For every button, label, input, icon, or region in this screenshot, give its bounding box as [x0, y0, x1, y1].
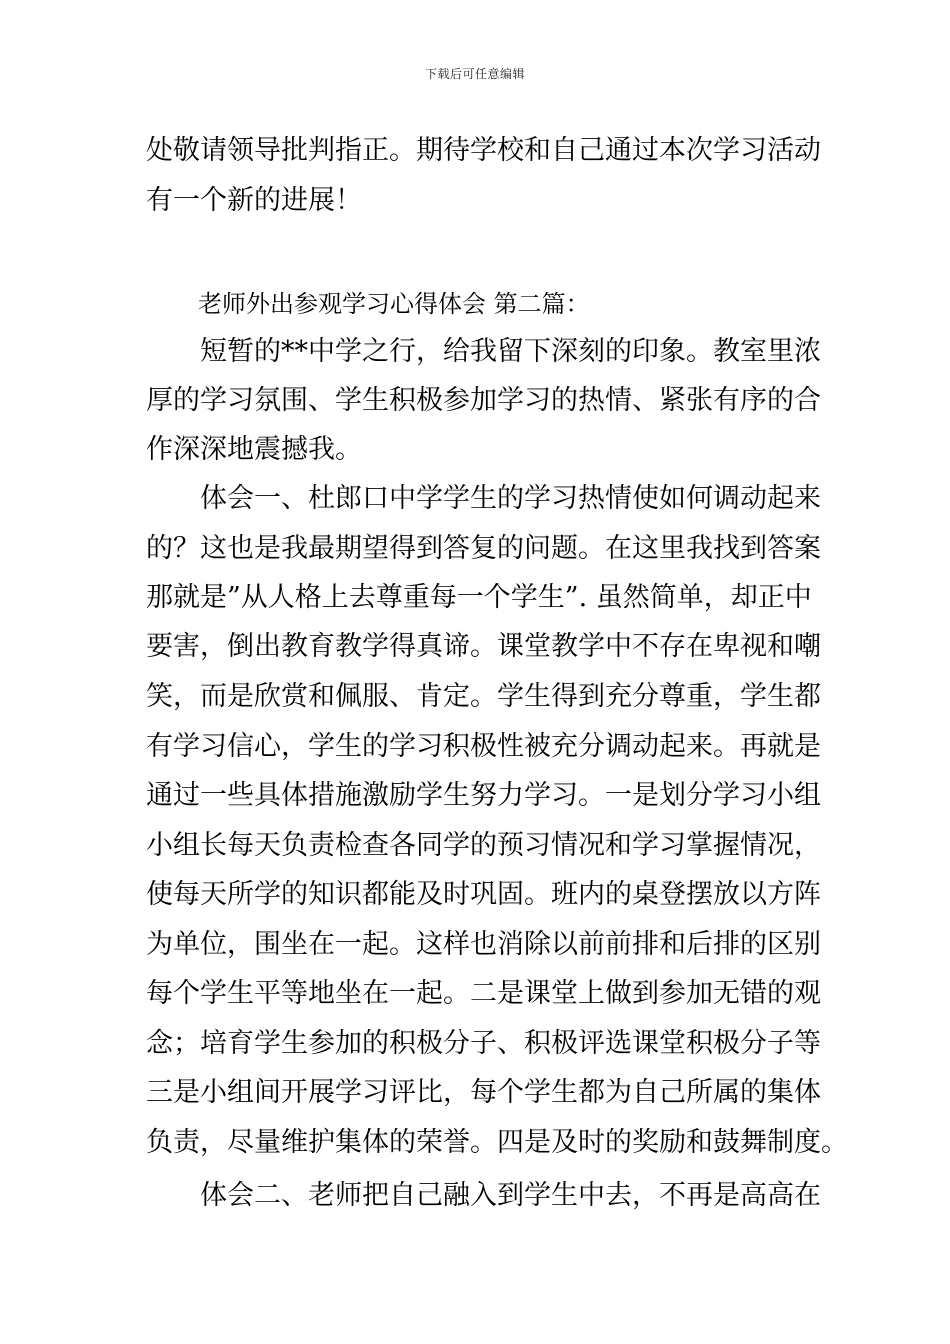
text-line: 念；培育学生参加的积极分子、积极评选课堂积极分子等	[146, 1028, 821, 1059]
text-line: 小组长每天负责检查各同学的预习情况和学习掌握情况，	[146, 830, 821, 861]
text-line: 每个学生平等地坐在一起。二是课堂上做到参加无错的观	[146, 978, 821, 1009]
paragraph-first-line: 体会二、老师把自己融入到学生中去，不再是高高在	[200, 1180, 821, 1211]
text-line: 的？这也是我最期望得到答复的问题。在这里我找到答案	[146, 533, 821, 564]
text-line: 作深深地震撼我。	[146, 434, 362, 465]
section-heading: 老师外出参观学习心得体会 第二篇：	[198, 290, 590, 318]
text-line: 使每天所学的知识都能及时巩固。班内的桌登摆放以方阵	[146, 879, 821, 910]
text-line: 要害，倒出教育教学得真谛。课堂教学中不存在卑视和嘲	[146, 631, 821, 662]
text-line: 笑，而是欣赏和佩服、肯定。学生得到充分尊重，学生都	[146, 681, 821, 712]
text-line: 那就是”从人格上去尊重每一个学生”. 虽然简单，却正中	[146, 582, 812, 613]
page-header: 下载后可任意编辑	[424, 67, 525, 81]
text-line: 有学习信心，学生的学习积极性被充分调动起来。再就是	[146, 731, 821, 762]
text-line: 为单位，围坐在一起。这样也消除以前前排和后排的区别	[146, 929, 821, 960]
text-line: 有一个新的进展！	[146, 185, 362, 216]
text-line: 厚的学习氛围、学生积极参加学习的热情、紧张有序的合	[146, 385, 821, 416]
text-line: 通过一些具体措施激励学生努力学习。一是划分学习小组	[146, 780, 821, 811]
paragraph-first-line: 体会一、杜郎口中学学生的学习热情使如何调动起来	[200, 483, 821, 514]
text-line: 负责，尽量维护集体的荣誉。四是及时的奖励和鼓舞制度。	[146, 1127, 848, 1158]
text-line: 三是小组间开展学习评比，每个学生都为自己所属的集体	[146, 1077, 821, 1108]
paragraph-first-line: 短暂的**中学之行，给我留下深刻的印象。教室里浓	[200, 336, 821, 367]
text-line: 处敬请领导批判指正。期待学校和自己通过本次学习活动	[146, 135, 821, 166]
